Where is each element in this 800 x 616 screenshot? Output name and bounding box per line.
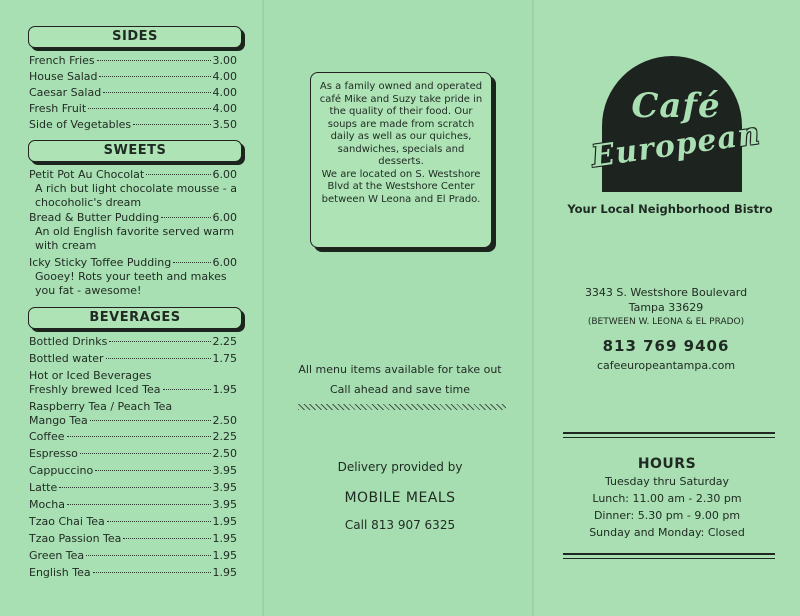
dot-leader bbox=[97, 60, 211, 61]
menu-item-name: Mango Tea bbox=[29, 414, 88, 427]
menu-item bbox=[29, 549, 237, 563]
menu-item bbox=[29, 86, 237, 100]
dot-leader bbox=[146, 174, 210, 175]
about-text: As a family owned and operated café Mike and Suzy take pride in the quality of their food. Our soups are made from scratch daily as well as our quiches, sandwiches, specials and desserts. bbox=[319, 81, 483, 167]
menu-item-name: Tzao Chai Tea bbox=[29, 515, 105, 528]
menu-item bbox=[29, 102, 237, 116]
dot-leader bbox=[123, 538, 210, 539]
menu-item-name: Cappuccino bbox=[29, 464, 94, 477]
menu-item bbox=[29, 70, 237, 84]
hours-days: Tuesday thru Saturday bbox=[604, 475, 730, 488]
menu-item-price: 6.00 bbox=[212, 256, 237, 269]
about-box bbox=[310, 72, 492, 248]
menu-item-description: An old English favorite served warm with cream bbox=[35, 225, 235, 252]
sides-heading: SIDES bbox=[28, 26, 242, 48]
menu-item-name: Icky Sticky Toffee Pudding bbox=[29, 256, 172, 269]
hours-bottom-rule bbox=[563, 558, 775, 559]
menu-item-price: 1.75 bbox=[212, 352, 237, 365]
beverages-heading: BEVERAGES bbox=[28, 307, 242, 329]
dot-leader bbox=[103, 92, 210, 93]
menu-item bbox=[29, 256, 237, 298]
dot-leader bbox=[173, 262, 210, 263]
logo-word-european: European bbox=[589, 116, 763, 175]
menu-item bbox=[29, 515, 237, 529]
menu-item-price: 3.50 bbox=[212, 118, 237, 131]
menu-item-price: 4.00 bbox=[212, 86, 237, 99]
menu-item-price: 2.50 bbox=[212, 447, 237, 460]
menu-item-name: House Salad bbox=[29, 70, 98, 83]
menu-item-price: 1.95 bbox=[212, 515, 237, 528]
dot-leader bbox=[107, 521, 211, 522]
dot-leader bbox=[109, 341, 210, 342]
hours-closed: Sunday and Monday: Closed bbox=[589, 526, 745, 539]
menu-item bbox=[29, 447, 237, 461]
phone-number: 813 769 9406 bbox=[602, 337, 730, 355]
dot-leader bbox=[133, 124, 210, 125]
address-cross-streets: (BETWEEN W. LEONA & EL PRADO) bbox=[587, 317, 745, 327]
menu-item bbox=[29, 464, 237, 478]
logo-word-cafe: Café bbox=[631, 86, 721, 126]
menu-item-name: English Tea bbox=[29, 566, 91, 579]
menu-item-name: Side of Vegetables bbox=[29, 118, 132, 131]
contact-block bbox=[548, 285, 784, 373]
hours-top-rule bbox=[563, 432, 775, 434]
fold-line bbox=[532, 0, 534, 616]
menu-item-group-label: Raspberry Tea / Peach Tea bbox=[29, 400, 173, 413]
menu-item-name: Mocha bbox=[29, 498, 65, 511]
address-city: Tampa 33629 bbox=[628, 301, 704, 314]
menu-item bbox=[29, 335, 237, 349]
menu-item-group-label: Hot or Iced Beverages bbox=[29, 369, 152, 382]
menu-item-name: Bottled Drinks bbox=[29, 335, 108, 348]
hours-dinner: Dinner: 5.30 pm - 9.00 pm bbox=[593, 509, 741, 522]
menu-item-price: 3.95 bbox=[212, 464, 237, 477]
menu-item-price: 4.00 bbox=[212, 70, 237, 83]
menu-item-price: 6.00 bbox=[212, 211, 237, 224]
tagline: Your Local Neighborhood Bistro bbox=[567, 202, 773, 216]
menu-item bbox=[29, 369, 237, 397]
takeout-line: All menu items available for take out bbox=[298, 363, 502, 376]
dot-leader bbox=[59, 487, 210, 488]
wavy-divider bbox=[298, 404, 506, 410]
delivery-label: Delivery provided by bbox=[337, 460, 463, 474]
menu-item-name: Fresh Fruit bbox=[29, 102, 87, 115]
menu-item bbox=[29, 532, 237, 546]
menu-item-name: Espresso bbox=[29, 447, 78, 460]
menu-item-name: Tzao Passion Tea bbox=[29, 532, 122, 545]
menu-item-price: 4.00 bbox=[212, 102, 237, 115]
menu-item bbox=[29, 566, 237, 580]
dot-leader bbox=[67, 504, 211, 505]
menu-item-price: 6.00 bbox=[212, 168, 237, 181]
menu-item-price: 1.95 bbox=[212, 383, 237, 396]
address-street: 3343 S. Westshore Boulevard bbox=[584, 286, 748, 299]
menu-item-price: 1.95 bbox=[212, 566, 237, 579]
menu-item-description: Gooey! Rots your teeth and makes you fat - awesome! bbox=[35, 270, 227, 297]
dot-leader bbox=[99, 76, 210, 77]
dot-leader bbox=[90, 420, 211, 421]
menu-item bbox=[29, 168, 237, 210]
menu-item-name: French Fries bbox=[29, 54, 95, 67]
website-link[interactable]: cafeeuropeantampa.com bbox=[596, 359, 736, 372]
menu-item bbox=[29, 400, 237, 428]
menu-item-name: Bread & Butter Pudding bbox=[29, 211, 160, 224]
menu-item-price: 1.95 bbox=[212, 532, 237, 545]
menu-item-price: 2.25 bbox=[212, 335, 237, 348]
hours-top-rule bbox=[563, 437, 775, 438]
dot-leader bbox=[86, 555, 210, 556]
menu-item-price: 2.25 bbox=[212, 430, 237, 443]
menu-item-name: Coffee bbox=[29, 430, 65, 443]
delivery-company: MOBILE MEALS bbox=[344, 490, 456, 506]
hours-bottom-rule bbox=[563, 553, 775, 555]
menu-item-price: 3.95 bbox=[212, 498, 237, 511]
menu-item-price: 3.95 bbox=[212, 481, 237, 494]
delivery-phone: Call 813 907 6325 bbox=[344, 518, 456, 532]
sweets-heading: SWEETS bbox=[28, 140, 242, 162]
menu-item bbox=[29, 498, 237, 512]
menu-item-description: A rich but light chocolate mousse - a chocoholic's dream bbox=[35, 182, 238, 209]
call-ahead-line: Call ahead and save time bbox=[329, 383, 471, 396]
hours-block bbox=[548, 455, 786, 541]
menu-item bbox=[29, 481, 237, 495]
menu-item-price: 3.00 bbox=[212, 54, 237, 67]
dot-leader bbox=[161, 217, 210, 218]
menu-item-name: Petit Pot Au Chocolat bbox=[29, 168, 145, 181]
dot-leader bbox=[88, 108, 210, 109]
delivery-block bbox=[290, 460, 510, 532]
menu-item-name: Caesar Salad bbox=[29, 86, 102, 99]
dot-leader bbox=[67, 436, 211, 437]
fold-line bbox=[262, 0, 264, 616]
menu-item-name: Latte bbox=[29, 481, 58, 494]
menu-item-name: Green Tea bbox=[29, 549, 85, 562]
takeout-note bbox=[272, 360, 528, 400]
dot-leader bbox=[106, 358, 211, 359]
menu-item bbox=[29, 54, 237, 68]
hours-lunch: Lunch: 11.00 am - 2.30 pm bbox=[592, 492, 742, 505]
menu-item-name: Bottled water bbox=[29, 352, 104, 365]
hours-heading: HOURS bbox=[637, 456, 697, 472]
menu-item-price: 1.95 bbox=[212, 549, 237, 562]
location-text: We are located on S. Westshore Blvd at the Westshore Center between W Leona and El Prado. bbox=[321, 168, 481, 205]
dot-leader bbox=[163, 389, 211, 390]
dot-leader bbox=[93, 572, 211, 573]
dot-leader bbox=[95, 470, 210, 471]
dot-leader bbox=[80, 453, 211, 454]
menu-item bbox=[29, 118, 237, 132]
menu-item-name: Freshly brewed Iced Tea bbox=[29, 383, 161, 396]
menu-item bbox=[29, 352, 237, 366]
menu-item bbox=[29, 211, 237, 253]
menu-item bbox=[29, 430, 237, 444]
menu-item-price: 2.50 bbox=[212, 414, 237, 427]
